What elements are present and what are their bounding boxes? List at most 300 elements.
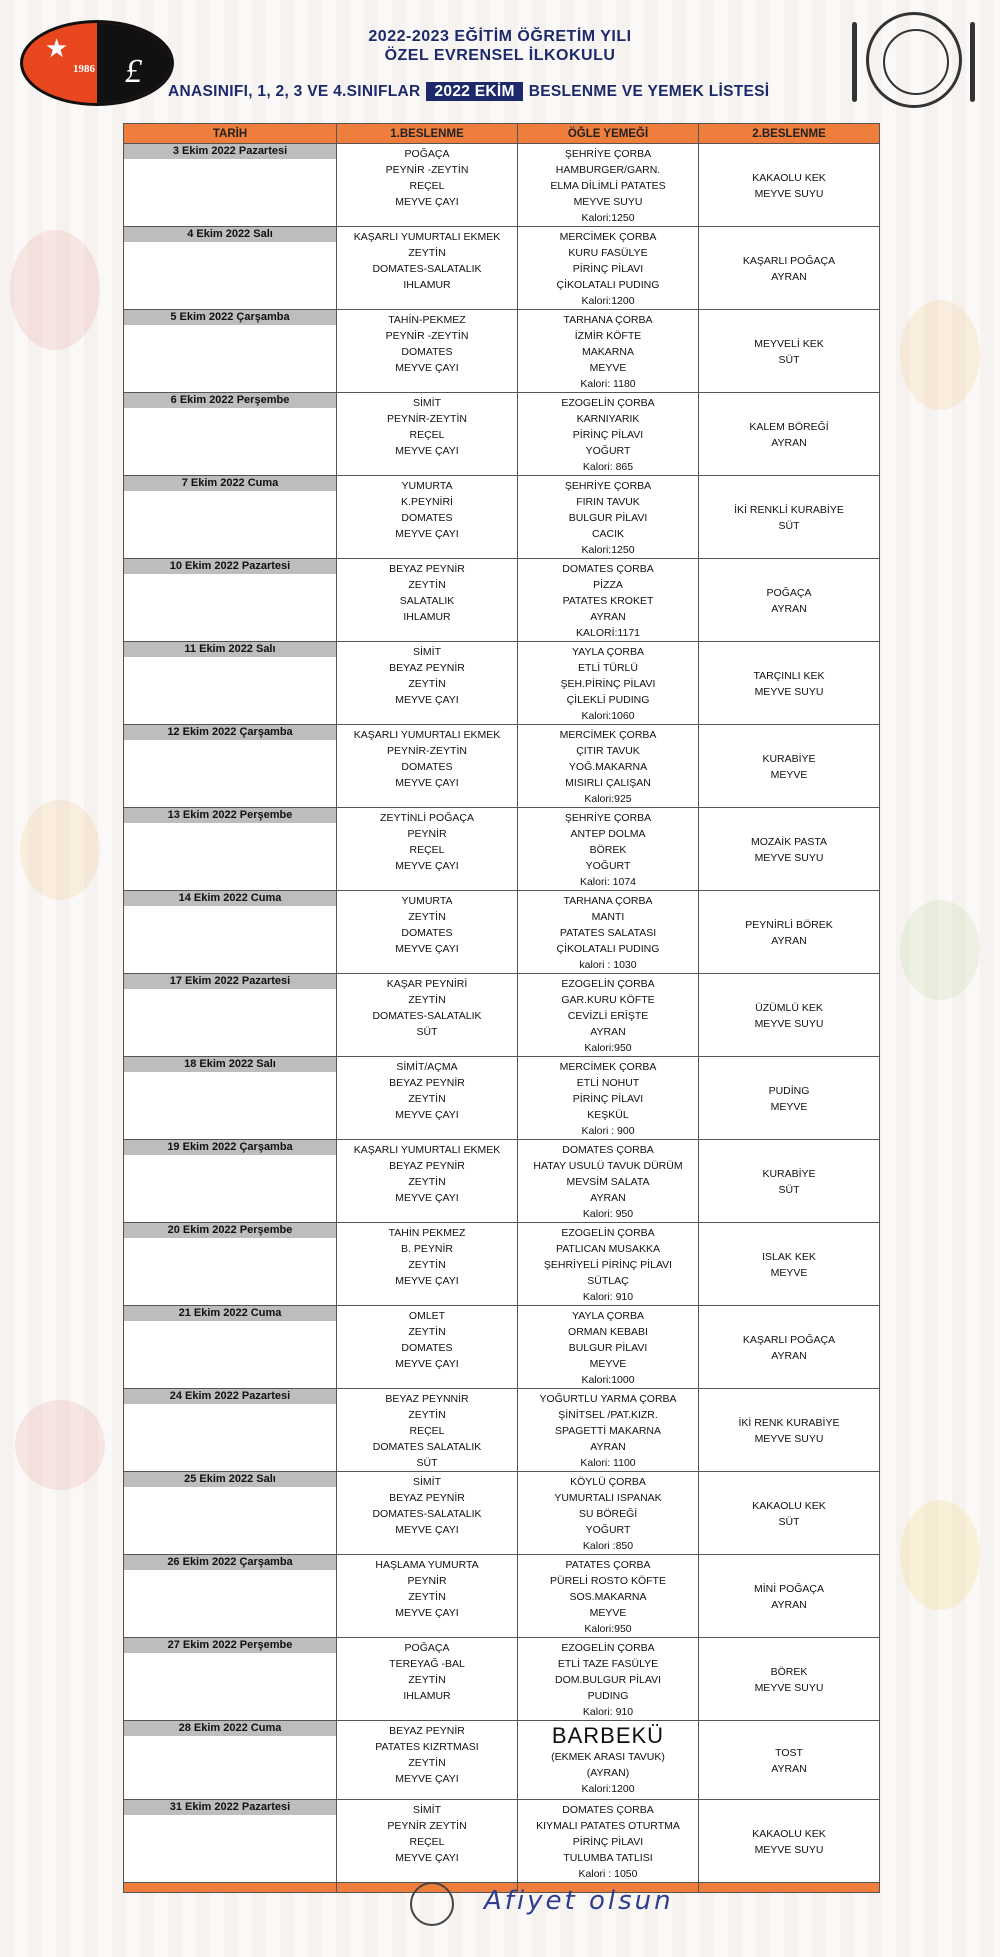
menu-item: AYRAN <box>771 1763 807 1775</box>
menu-item: SÜT <box>416 1457 438 1469</box>
menu-item: PATATES ÇORBA <box>565 1559 651 1571</box>
menu-item: PATLICAN MUSAKKA <box>555 1243 661 1255</box>
lunch-cell <box>518 725 699 808</box>
breakfast-1-cell <box>337 1472 518 1555</box>
menu-item: SÜT <box>778 354 800 366</box>
menu-item: Kalori :850 <box>582 1540 634 1552</box>
menu-item: Kalori:1200 <box>581 1783 635 1795</box>
menu-item: BEYAZ PEYNİR <box>389 662 465 674</box>
menu-item: PİRİNÇ PİLAVI <box>572 429 644 441</box>
table-row <box>124 1389 880 1472</box>
menu-item: YOĞURT <box>585 445 631 457</box>
lunch-cell <box>518 974 699 1057</box>
menu-item: REÇEL <box>409 429 445 441</box>
header-lunch: ÖĞLE YEMEĞİ <box>518 124 699 144</box>
menu-item: EZOGELİN ÇORBA <box>561 1642 655 1654</box>
menu-item: ZEYTİN <box>408 1591 446 1603</box>
menu-item: MAKARNA <box>582 346 634 358</box>
menu-item: ELMA DİLİMLİ PATATES <box>550 180 666 192</box>
menu-item: EZOGELİN ÇORBA <box>561 1227 655 1239</box>
month-highlight: 2022 EKİM <box>426 82 522 101</box>
menu-item: MEYVE <box>589 1358 627 1370</box>
breakfast-1-cell <box>337 891 518 974</box>
menu-item: Kalori: 910 <box>582 1706 634 1718</box>
table-row <box>124 1555 880 1638</box>
menu-item: Kalori : 900 <box>581 1125 635 1137</box>
menu-item: MEYVE ÇAYI <box>395 1852 459 1864</box>
date-cell <box>124 1223 337 1306</box>
menu-item: SİMİT <box>413 397 441 409</box>
breakfast-1-cell <box>337 1638 518 1721</box>
breakfast-2-cell <box>699 725 880 808</box>
menu-item: BEYAZ PEYNNİR <box>385 1393 469 1405</box>
table-row <box>124 1223 880 1306</box>
menu-item: MEYVE <box>589 362 627 374</box>
logo-year: 1986 <box>73 63 95 75</box>
table-row <box>124 559 880 642</box>
menu-item: MEYVE SUYU <box>754 1844 824 1856</box>
date-label: 21 Ekim 2022 Cuma <box>124 1306 336 1321</box>
menu-item: Kalori: 950 <box>582 1208 634 1220</box>
menu-item: TARÇINLI KEK <box>753 670 825 682</box>
menu-item: TOST <box>775 1747 803 1759</box>
menu-item: KURABİYE <box>762 753 816 765</box>
menu-item: PEYNİR -ZEYTİN <box>385 330 469 342</box>
date-label: 25 Ekim 2022 Salı <box>124 1472 336 1487</box>
header-date: TARİH <box>124 124 337 144</box>
menu-item: KURABİYE <box>762 1168 816 1180</box>
menu-item: AYRAN <box>590 1026 626 1038</box>
date-label: 20 Ekim 2022 Perşembe <box>124 1223 336 1238</box>
breakfast-1-cell <box>337 1555 518 1638</box>
plate-icon <box>866 12 962 108</box>
menu-item: MEYVE SUYU <box>754 1433 824 1445</box>
table-row <box>124 1800 880 1883</box>
menu-item: BULGUR PİLAVI <box>568 1342 648 1354</box>
menu-item: ŞİNİTSEL /PAT.KIZR. <box>558 1409 658 1421</box>
menu-item: Kalori:925 <box>584 793 632 805</box>
menu-item: PATATES KIZRTMASI <box>375 1741 479 1753</box>
breakfast-1-cell <box>337 808 518 891</box>
menu-item: K.PEYNİRİ <box>401 496 453 508</box>
menu-item: OMLET <box>408 1310 446 1322</box>
table-row <box>124 227 880 310</box>
menu-item: PEYNİR-ZEYTİN <box>387 413 467 425</box>
menu-item: Kalori:950 <box>584 1623 632 1635</box>
menu-item: ÇİKOLATALI PUDING <box>556 279 660 291</box>
breakfast-1-cell <box>337 974 518 1057</box>
breakfast-1-cell <box>337 1306 518 1389</box>
menu-item: MEYVE ÇAYI <box>395 1358 459 1370</box>
breakfast-1-cell <box>337 393 518 476</box>
menu-item: KAKAOLU KEK <box>752 1500 826 1512</box>
menu-item: Kalori: 910 <box>582 1291 634 1303</box>
menu-item: Kalori:1000 <box>581 1374 635 1386</box>
menu-item: ANTEP DOLMA <box>570 828 646 840</box>
menu-item: BÖREK <box>589 844 627 856</box>
menu-item: MEYVE ÇAYI <box>395 362 459 374</box>
breakfast-2-cell <box>699 974 880 1057</box>
menu-item: SÜTLAÇ <box>587 1275 629 1287</box>
menu-item: GAR.KURU KÖFTE <box>561 994 655 1006</box>
menu-item: ISLAK KEK <box>762 1251 816 1263</box>
date-cell <box>124 1800 337 1883</box>
menu-item: MEYVE <box>770 769 808 781</box>
menu-item: DOMATES <box>401 761 453 773</box>
date-cell <box>124 1140 337 1223</box>
menu-item: Kalori : 1050 <box>578 1868 638 1880</box>
menu-item: SÜT <box>778 520 800 532</box>
menu-item: PİRİNÇ PİLAVI <box>572 1093 644 1105</box>
background-food-illustration <box>900 900 980 1000</box>
date-cell <box>124 974 337 1057</box>
breakfast-2-cell <box>699 1638 880 1721</box>
breakfast-1-cell <box>337 310 518 393</box>
menu-item: ŞEHRİYE ÇORBA <box>564 480 652 492</box>
menu-item: MEYVE ÇAYI <box>395 1192 459 1204</box>
page-subtitle <box>168 83 769 101</box>
menu-item: TEREYAĞ -BAL <box>389 1658 465 1670</box>
breakfast-2-cell <box>699 227 880 310</box>
menu-item: MEYVE <box>589 1607 627 1619</box>
menu-item: IHLAMUR <box>403 611 451 623</box>
menu-item: DOMATES-SALATALIK <box>372 1010 482 1022</box>
menu-item: KIYMALI PATATES OTURTMA <box>536 1820 680 1832</box>
menu-item: POĞAÇA <box>766 587 812 599</box>
date-label: 28 Ekim 2022 Cuma <box>124 1721 336 1736</box>
breakfast-1-cell <box>337 559 518 642</box>
menu-item: Kalori:1250 <box>581 544 635 556</box>
menu-item: YOĞURTLU YARMA ÇORBA <box>539 1393 677 1405</box>
breakfast-1-cell <box>337 144 518 227</box>
menu-item: ZEYTİN <box>408 579 446 591</box>
table-row <box>124 310 880 393</box>
menu-item: Kalori:1250 <box>581 212 635 224</box>
menu-item: YAYLA ÇORBA <box>572 1310 644 1322</box>
breakfast-1-cell <box>337 1057 518 1140</box>
menu-item: HAMBURGER/GARN. <box>555 164 661 176</box>
table-row <box>124 974 880 1057</box>
menu-item: CEVİZLİ ERİŞTE <box>567 1010 649 1022</box>
menu-item: KAŞARLI POĞAÇA <box>742 255 836 267</box>
lunch-cell <box>518 1721 699 1800</box>
knife-icon <box>970 22 975 102</box>
menu-item: KARNIYARIK <box>576 413 640 425</box>
menu-item: ZEYTİN <box>408 1757 446 1769</box>
breakfast-2-cell <box>699 808 880 891</box>
menu-item: KALEM BÖREĞİ <box>749 421 829 433</box>
menu-item: MEYVE ÇAYI <box>395 1607 459 1619</box>
menu-item: REÇEL <box>409 844 445 856</box>
menu-item: SÜT <box>778 1516 800 1528</box>
table-row <box>124 393 880 476</box>
menu-item: MEYVE <box>770 1101 808 1113</box>
date-label: 18 Ekim 2022 Salı <box>124 1057 336 1072</box>
menu-item: MEYVE ÇAYI <box>395 196 459 208</box>
breakfast-2-cell <box>699 144 880 227</box>
menu-item: KAKAOLU KEK <box>752 172 826 184</box>
breakfast-2-cell <box>699 1472 880 1555</box>
date-cell <box>124 310 337 393</box>
menu-item: MEYVE ÇAYI <box>395 1773 459 1785</box>
menu-item: Kalori: 865 <box>582 461 634 473</box>
plate-icon <box>410 1882 454 1926</box>
breakfast-2-cell <box>699 393 880 476</box>
menu-item: BEYAZ PEYNİR <box>389 1725 465 1737</box>
lunch-cell <box>518 808 699 891</box>
menu-item: ŞEHRİYE ÇORBA <box>564 812 652 824</box>
menu-item: AYRAN <box>590 1192 626 1204</box>
menu-item: IHLAMUR <box>403 279 451 291</box>
menu-item: ZEYTİN <box>408 1326 446 1338</box>
menu-item: PATATES SALATASI <box>559 927 657 939</box>
menu-item: MİNİ POĞAÇA <box>753 1583 824 1595</box>
background-food-illustration <box>900 1500 980 1610</box>
menu-item: BEYAZ PEYNİR <box>389 1077 465 1089</box>
menu-item: PEYNİRLİ BÖREK <box>745 919 833 931</box>
lunch-cell <box>518 559 699 642</box>
star-icon: ★ <box>45 33 69 63</box>
menu-item: ZEYTİN <box>408 1176 446 1188</box>
menu-item: AYRAN <box>590 611 626 623</box>
menu-item: ÜZÜMLÜ KEK <box>755 1002 823 1014</box>
menu-item: ETLİ TÜRLÜ <box>578 662 638 674</box>
menu-item: MERCİMEK ÇORBA <box>559 729 657 741</box>
lunch-cell <box>518 310 699 393</box>
menu-item: REÇEL <box>409 180 445 192</box>
date-cell <box>124 1721 337 1800</box>
logo-monogram: £ <box>125 53 142 90</box>
menu-item: SÜT <box>778 1184 800 1196</box>
menu-item: YUMURTALI ISPANAK <box>554 1492 662 1504</box>
date-cell <box>124 393 337 476</box>
page-title: 2022-2023 EĞİTİM ÖĞRETİM YILI <box>368 28 632 45</box>
date-cell <box>124 725 337 808</box>
menu-item: TARHANA ÇORBA <box>563 895 653 907</box>
table-row <box>124 1638 880 1721</box>
menu-item: ZEYTİN <box>408 994 446 1006</box>
background-food-illustration <box>15 1400 105 1490</box>
breakfast-1-cell <box>337 725 518 808</box>
school-name: ÖZEL EVRENSEL İLKOKULU <box>384 47 616 64</box>
menu-item: MEYVE ÇAYI <box>395 528 459 540</box>
menu-item: MEYVE ÇAYI <box>395 1109 459 1121</box>
menu-item: Kalori: 1100 <box>580 1457 636 1469</box>
menu-item: AYRAN <box>771 271 807 283</box>
table-row <box>124 1057 880 1140</box>
menu-item: ZEYTİN <box>408 911 446 923</box>
lunch-cell <box>518 1555 699 1638</box>
subtitle-left: ANASINIFI, 1, 2, 3 VE 4.SINIFLAR <box>168 83 421 100</box>
breakfast-2-cell <box>699 559 880 642</box>
table-row <box>124 725 880 808</box>
menu-item: ŞEHRİYE ÇORBA <box>564 148 652 160</box>
header-breakfast-2: 2.BESLENME <box>699 124 880 144</box>
menu-item: YUMURTA <box>401 480 453 492</box>
table-row <box>124 808 880 891</box>
breakfast-1-cell <box>337 476 518 559</box>
menu-item: TULUMBA TATLISI <box>563 1852 653 1864</box>
menu-item: (EKMEK ARASI TAVUK) <box>551 1751 665 1763</box>
lunch-highlight: BARBEKÜ <box>551 1723 665 1748</box>
lunch-cell <box>518 1800 699 1883</box>
date-label: 11 Ekim 2022 Salı <box>124 642 336 657</box>
breakfast-2-cell <box>699 891 880 974</box>
lunch-cell <box>518 1472 699 1555</box>
date-label: 14 Ekim 2022 Cuma <box>124 891 336 906</box>
menu-item: TARHANA ÇORBA <box>563 314 653 326</box>
menu-item: ZEYTİN <box>408 1259 446 1271</box>
menu-item: MEYVE SUYU <box>754 1682 824 1694</box>
menu-item: PEYNİR <box>407 1575 447 1587</box>
menu-item: AYRAN <box>590 1441 626 1453</box>
menu-item: PATATES KROKET <box>562 595 654 607</box>
menu-item: IHLAMUR <box>403 1690 451 1702</box>
date-label: 12 Ekim 2022 Çarşamba <box>124 725 336 740</box>
menu-item: SİMİT <box>413 646 441 658</box>
menu-item: KAŞAR PEYNİRİ <box>386 978 468 990</box>
menu-item: BEYAZ PEYNİR <box>389 1160 465 1172</box>
lunch-cell <box>518 393 699 476</box>
breakfast-2-cell <box>699 1555 880 1638</box>
menu-item: TAHİN-PEKMEZ <box>388 314 466 326</box>
menu-item: SPAGETTİ MAKARNA <box>555 1425 661 1437</box>
menu-item: KAKAOLU KEK <box>752 1828 826 1840</box>
breakfast-2-cell <box>699 1223 880 1306</box>
date-cell <box>124 1638 337 1721</box>
menu-item: AYRAN <box>771 603 807 615</box>
date-cell <box>124 1389 337 1472</box>
menu-item: DOMATES ÇORBA <box>562 1144 654 1156</box>
menu-item: MEYVE SUYU <box>754 686 824 698</box>
menu-item: PİRİNÇ PİLAVI <box>572 263 644 275</box>
menu-item: DOMATES <box>401 1342 453 1354</box>
menu-item: ŞEH.PİRİNÇ PİLAVI <box>560 678 656 690</box>
menu-item: ETLİ NOHUT <box>576 1077 640 1089</box>
menu-item: SOS.MAKARNA <box>569 1591 647 1603</box>
menu-item: FIRIN TAVUK <box>576 496 640 508</box>
date-cell <box>124 891 337 974</box>
menu-item: PEYNİR ZEYTİN <box>387 1820 467 1832</box>
menu-item: ÇITIR TAVUK <box>576 745 640 757</box>
menu-item: Kalori:950 <box>584 1042 632 1054</box>
menu-item: SİMİT <box>413 1804 441 1816</box>
menu-item: EZOGELİN ÇORBA <box>561 978 655 990</box>
menu-item: POĞAÇA <box>404 148 450 160</box>
menu-item: BÖREK <box>770 1666 808 1678</box>
menu-item: AYRAN <box>771 1350 807 1362</box>
menu-item: ZEYTİN <box>408 247 446 259</box>
fork-icon <box>852 22 857 102</box>
meal-menu-table <box>123 123 880 1893</box>
menu-item: ZEYTİN <box>408 1409 446 1421</box>
background-food-illustration <box>900 300 980 410</box>
table-row <box>124 642 880 725</box>
menu-item: DOMATES SALATALIK <box>372 1441 482 1453</box>
menu-item: MEYVE ÇAYI <box>395 943 459 955</box>
date-cell <box>124 476 337 559</box>
menu-item: (AYRAN) <box>586 1767 630 1779</box>
menu-item: MEYVE ÇAYI <box>395 860 459 872</box>
breakfast-1-cell <box>337 1223 518 1306</box>
breakfast-1-cell <box>337 642 518 725</box>
menu-item: DOMATES <box>401 346 453 358</box>
menu-item: ZEYTİN <box>408 678 446 690</box>
footer-greeting: Afiyet olsun <box>484 1886 674 1916</box>
menu-item: Kalori:1200 <box>581 295 635 307</box>
date-cell <box>124 144 337 227</box>
table-header-row <box>124 124 880 144</box>
menu-item: CACIK <box>591 528 625 540</box>
menu-item: SU BÖREĞİ <box>578 1508 638 1520</box>
breakfast-2-cell <box>699 1389 880 1472</box>
lunch-cell <box>518 1057 699 1140</box>
breakfast-1-cell <box>337 1140 518 1223</box>
menu-item: PİRİNÇ PİLAVI <box>572 1836 644 1848</box>
menu-item: Kalori: 1180 <box>580 378 636 390</box>
breakfast-1-cell <box>337 1389 518 1472</box>
menu-item: MEYVE ÇAYI <box>395 694 459 706</box>
background-food-illustration <box>20 800 100 900</box>
menu-item: DOMATES ÇORBA <box>562 563 654 575</box>
menu-item: KAŞARLI POĞAÇA <box>742 1334 836 1346</box>
menu-item: ZEYTİNLİ POĞAÇA <box>380 812 474 824</box>
breakfast-2-cell <box>699 310 880 393</box>
menu-item: ÇİKOLATALI PUDING <box>556 943 660 955</box>
menu-item: REÇEL <box>409 1425 445 1437</box>
menu-item: AYRAN <box>771 1599 807 1611</box>
menu-item: AYRAN <box>771 437 807 449</box>
menu-item: ETLİ TAZE FASÜLYE <box>557 1658 659 1670</box>
menu-item: YOĞURT <box>585 860 631 872</box>
background-food-illustration <box>10 230 100 350</box>
menu-item: DOMATES-SALATALIK <box>372 263 482 275</box>
menu-item: MEYVE <box>770 1267 808 1279</box>
date-label: 3 Ekim 2022 Pazartesi <box>124 144 336 159</box>
menu-item: PEYNİR-ZEYTİN <box>387 745 467 757</box>
menu-item: PEYNİR -ZEYTİN <box>385 164 469 176</box>
menu-item: MEYVELİ KEK <box>754 338 824 350</box>
table-row <box>124 144 880 227</box>
date-cell <box>124 1057 337 1140</box>
table-row <box>124 891 880 974</box>
menu-item: ÇİLEKLİ PUDING <box>566 694 650 706</box>
menu-item: SÜT <box>416 1026 438 1038</box>
breakfast-2-cell <box>699 476 880 559</box>
menu-item: MERCİMEK ÇORBA <box>559 1061 657 1073</box>
table-row <box>124 1472 880 1555</box>
menu-item: MEVSİM SALATA <box>566 1176 650 1188</box>
header-breakfast-1: 1.BESLENME <box>337 124 518 144</box>
menu-item: YUMURTA <box>401 895 453 907</box>
menu-item: MEYVE SUYU <box>754 188 824 200</box>
menu-item: KAŞARLI YUMURTALI EKMEK <box>353 1144 501 1156</box>
menu-item: HAŞLAMA YUMURTA <box>375 1559 479 1571</box>
menu-item: BEYAZ PEYNİR <box>389 563 465 575</box>
menu-item: ORMAN KEBABI <box>568 1326 648 1338</box>
date-label: 24 Ekim 2022 Pazartesi <box>124 1389 336 1404</box>
menu-item: BULGUR PİLAVI <box>568 512 648 524</box>
date-cell <box>124 1306 337 1389</box>
lunch-cell <box>518 642 699 725</box>
date-cell <box>124 808 337 891</box>
menu-item: kalori : 1030 <box>579 959 637 971</box>
breakfast-2-cell <box>699 1800 880 1883</box>
table-body <box>124 144 880 1893</box>
menu-item: DOMATES <box>401 512 453 524</box>
breakfast-1-cell <box>337 1800 518 1883</box>
menu-item: MANTI <box>591 911 625 923</box>
